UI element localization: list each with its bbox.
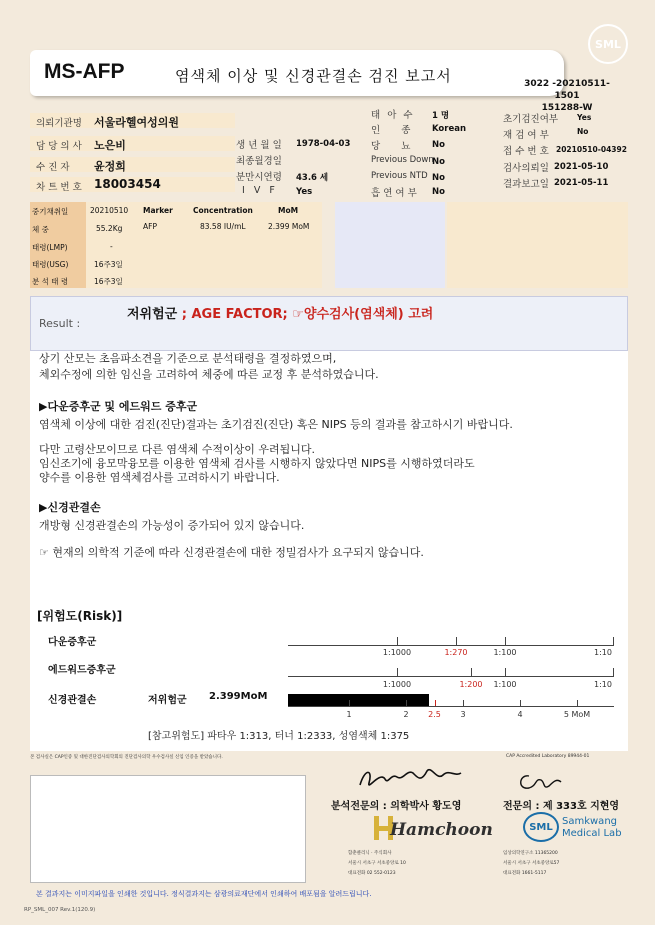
edwards-tick-label-cutoff: 1:200 xyxy=(459,680,483,689)
down-tick xyxy=(505,637,506,645)
report-date-label: 결과보고일 xyxy=(503,179,549,190)
receipt-value: 20210510-04392 xyxy=(556,145,627,154)
down-tick-label: 1:100 xyxy=(493,648,517,657)
edwards-tick-label: 1:1000 xyxy=(382,680,412,689)
doctor-value: 노은비 xyxy=(94,139,126,152)
comment-line: 개방형 신경관결손의 가능성이 증가되어 있지 않습니다. xyxy=(39,519,305,532)
sml-address: 대표전화 1661-5117 xyxy=(503,871,547,876)
comment-line: 양수를 이용한 염색체검사를 고려하시기 바랍니다. xyxy=(39,471,280,484)
comment-line: ☞ 현재의 의학적 기준에 따라 신경관결손에 대한 정밀검사가 요구되지 않습니다. xyxy=(39,546,424,559)
ntd-mom: 2.399MoM xyxy=(209,691,268,702)
edwards-tick-label: 1:100 xyxy=(493,680,517,689)
blank-box xyxy=(30,775,306,883)
edwards-tick xyxy=(471,668,472,676)
mom-header: MoM xyxy=(278,206,299,215)
first-screen-value: Yes xyxy=(577,113,592,122)
doctor-row xyxy=(30,136,235,151)
document-number xyxy=(522,78,612,114)
examinee-value: 윤정희 xyxy=(94,160,126,173)
cap-number: CAP Accredited Laboratory 89944-01 xyxy=(506,754,590,759)
weight-value: 55.2Kg xyxy=(96,224,123,233)
title-bar xyxy=(30,50,564,96)
down-tick xyxy=(397,637,398,645)
hamchoon-address: 대표전화 02 552-0123 xyxy=(348,871,396,876)
marker-value: AFP xyxy=(143,222,157,231)
mom-value-bar xyxy=(288,694,429,706)
hamchoon-logo-text: Hamchoon xyxy=(390,820,493,840)
mom-tick xyxy=(435,700,436,706)
edwards-tick xyxy=(613,668,614,676)
result-rest: ; AGE FACTOR; ☞양수검사(염색체) 고려 xyxy=(181,307,434,322)
signature-2-image xyxy=(515,768,565,794)
form-number: RP_SML_007 Rev.1(120.9) xyxy=(24,907,96,913)
dob-label: 생 년 월 일 xyxy=(236,140,282,151)
examinee-row xyxy=(30,157,235,172)
edwards-tick xyxy=(505,668,506,676)
down-tick-label-cutoff: 1:270 xyxy=(444,648,468,657)
comment-line: 다만 고령산모이므로 다른 염색체 수적이상이 우려됩니다. xyxy=(39,443,316,456)
chart-row xyxy=(30,177,235,192)
institution-value: 서울라헬여성의원 xyxy=(94,116,180,129)
reference-risk: [참고위험도] 파타우 1:313, 터너 1:2333, 성염색체 1:375 xyxy=(148,731,410,742)
first-screen-label: 초기검진여부 xyxy=(503,114,559,125)
mom-tick-label: 2.5 xyxy=(428,710,441,719)
mom-tick xyxy=(349,700,350,706)
down-syndrome-label: 다운증후군 xyxy=(48,637,97,648)
report-date-value: 2021-05-11 xyxy=(554,178,609,188)
report-title: 염색체 이상 및 신경관결손 검진 보고서 xyxy=(175,67,452,85)
analysis-ga-label: 분 석 태 령 xyxy=(32,277,69,286)
receipt-label: 접 수 번 호 xyxy=(503,146,549,157)
empty-block-lavender xyxy=(335,202,445,288)
chart-label: 차 트 번 호 xyxy=(36,182,82,193)
edwards-scale-line xyxy=(288,676,614,677)
prev-ntd-value: No xyxy=(432,173,445,183)
sml-logo: SML xyxy=(588,24,628,64)
ga-usg-value: 16주3일 xyxy=(94,260,123,269)
down-tick xyxy=(613,637,614,645)
chart-value: 18003454 xyxy=(94,177,161,191)
institution-label: 의뢰기관명 xyxy=(36,118,82,129)
mom-tick-label: 4 xyxy=(517,710,523,719)
down-tick xyxy=(456,637,457,645)
ntd-label: 신경관결손 xyxy=(48,695,97,706)
diabetes-value: No xyxy=(432,140,445,150)
lmp-label: 최종월경일 xyxy=(236,156,282,167)
analysis-ga-value: 16주3일 xyxy=(94,277,123,286)
mom-value: 2.399 MoM xyxy=(268,222,310,231)
signature-1-image xyxy=(355,763,465,795)
report-code: MS-AFP xyxy=(44,60,125,83)
marker-header: Marker xyxy=(143,206,173,215)
age-value: 43.6 세 xyxy=(296,173,329,183)
mom-tick xyxy=(463,700,464,706)
result-box xyxy=(30,296,628,351)
prev-ntd-label: Previous NTD xyxy=(371,171,428,181)
doc-no-line1: 3022 -20210511-1501 xyxy=(524,79,610,101)
retest-value: No xyxy=(577,127,589,136)
smoking-label: 흡 연 여 부 xyxy=(371,188,417,199)
section-heading-down: ▶다운증후군 및 에드워드 증후군 xyxy=(39,400,198,413)
empty-block-peach xyxy=(447,202,628,288)
ivf-label: I V F xyxy=(242,185,278,196)
lab-name-1: Samkwang xyxy=(562,816,617,827)
fetus-label: 태 아 수 xyxy=(371,110,415,121)
edwards-tick xyxy=(397,668,398,676)
edwards-tick-label: 1:10 xyxy=(594,680,612,689)
result-text xyxy=(127,303,433,322)
hamchoon-address: 함춘클리닉 · 주식회사 xyxy=(348,851,392,856)
ga-lmp-value: - xyxy=(110,242,113,251)
dob-value: 1978-04-03 xyxy=(296,139,351,149)
hamchoon-address: 서울시 서초구 서초중앙로 10 xyxy=(348,861,406,866)
mom-tick xyxy=(406,700,407,706)
ga-lmp-label: 태령(LMP) xyxy=(32,243,68,252)
mom-tick-label: 2 xyxy=(403,710,409,719)
ga-usg-label: 태령(USG) xyxy=(32,260,69,269)
sample-date-label: 중기채취일 xyxy=(32,207,69,216)
comment-line: 염색체 이상에 대한 검진(진단)결과는 초기검진(진단) 혹은 NIPS 등의 결과를 참고하시기 바랍니다. xyxy=(39,418,513,431)
comment-line: 임신조기에 융모막융모를 이용한 염색체 검사를 시행하지 않았다면 NIPS를 시행하였더라도 xyxy=(39,457,475,470)
down-tick-label: 1:1000 xyxy=(382,648,412,657)
sample-date-value: 20210510 xyxy=(90,206,129,215)
sml-address: 임상의학연구소 11365200 xyxy=(503,851,558,856)
concentration-value: 83.58 IU/mL xyxy=(200,222,246,231)
mom-tick xyxy=(520,700,521,706)
prev-down-value: No xyxy=(432,157,445,167)
down-tick-label: 1:10 xyxy=(594,648,612,657)
mom-tick-label: 1 xyxy=(346,710,352,719)
mom-tick xyxy=(577,700,578,706)
age-label: 분만시연령 xyxy=(236,172,282,183)
concentration-header: Concentration xyxy=(193,206,253,215)
sml-lab-logo-icon: SML xyxy=(523,812,559,842)
weight-label: 체 중 xyxy=(32,225,49,234)
race-label: 인 종 xyxy=(371,125,420,136)
smoking-value: No xyxy=(432,187,445,197)
mom-tick-label: 5 MoM xyxy=(563,710,591,719)
examinee-label: 수 진 자 xyxy=(36,162,70,173)
fetus-value: 1 명 xyxy=(432,111,450,121)
institution-row xyxy=(30,113,235,128)
ntd-group: 저위험군 xyxy=(148,695,187,706)
doctor-label: 담 당 의 사 xyxy=(36,141,82,152)
prev-down-label: Previous Down xyxy=(371,155,434,165)
diabetes-label: 당 뇨 xyxy=(371,141,420,152)
risk-title: [위험도(Risk)] xyxy=(37,609,123,623)
disclaimer: 본 결과지는 이미지파일을 인쇄한 것입니다. 정식결과지는 삼광의료재단에서 인쇄하여 배포됨을 알려드립니다. xyxy=(36,890,372,898)
lab-name-2: Medical Lab xyxy=(562,828,622,839)
doc-no-line2: 151288-W xyxy=(541,103,593,113)
mom-tick-label: 3 xyxy=(460,710,466,719)
edwards-syndrome-label: 에드워드증후군 xyxy=(48,665,116,676)
result-prefix: 저위험군 xyxy=(127,307,182,322)
down-scale-line xyxy=(288,645,614,646)
signer-1: 분석전문의 : 의학박사 황도영 xyxy=(331,801,462,812)
mom-scale-line xyxy=(288,706,614,707)
comment-line: 체외수정에 의한 임신을 고려하여 체중에 따른 교정 후 분석하였습니다. xyxy=(39,368,379,381)
retest-label: 재 검 여 부 xyxy=(503,130,549,141)
section-heading-ntd: ▶신경관결손 xyxy=(39,501,101,514)
comment-line: 상기 산모는 초음파소견을 기준으로 분석태령을 결정하였으며, xyxy=(39,352,337,365)
accreditation-note: 본 검사실은 CAP인증 및 대한진단검사의학회의 진단검사의학 우수검사실 신임 인증을 받았습니다. xyxy=(30,755,223,760)
sml-address: 서울시 서초구 서초중앙로57 xyxy=(503,861,560,866)
request-date-label: 검사의뢰일 xyxy=(503,163,549,174)
ivf-value: Yes xyxy=(296,187,313,197)
race-value: Korean xyxy=(432,124,467,134)
result-label: Result : xyxy=(39,317,81,330)
signer-2: 전문의 : 제 333호 지현영 xyxy=(503,801,620,812)
request-date-value: 2021-05-10 xyxy=(554,162,609,172)
